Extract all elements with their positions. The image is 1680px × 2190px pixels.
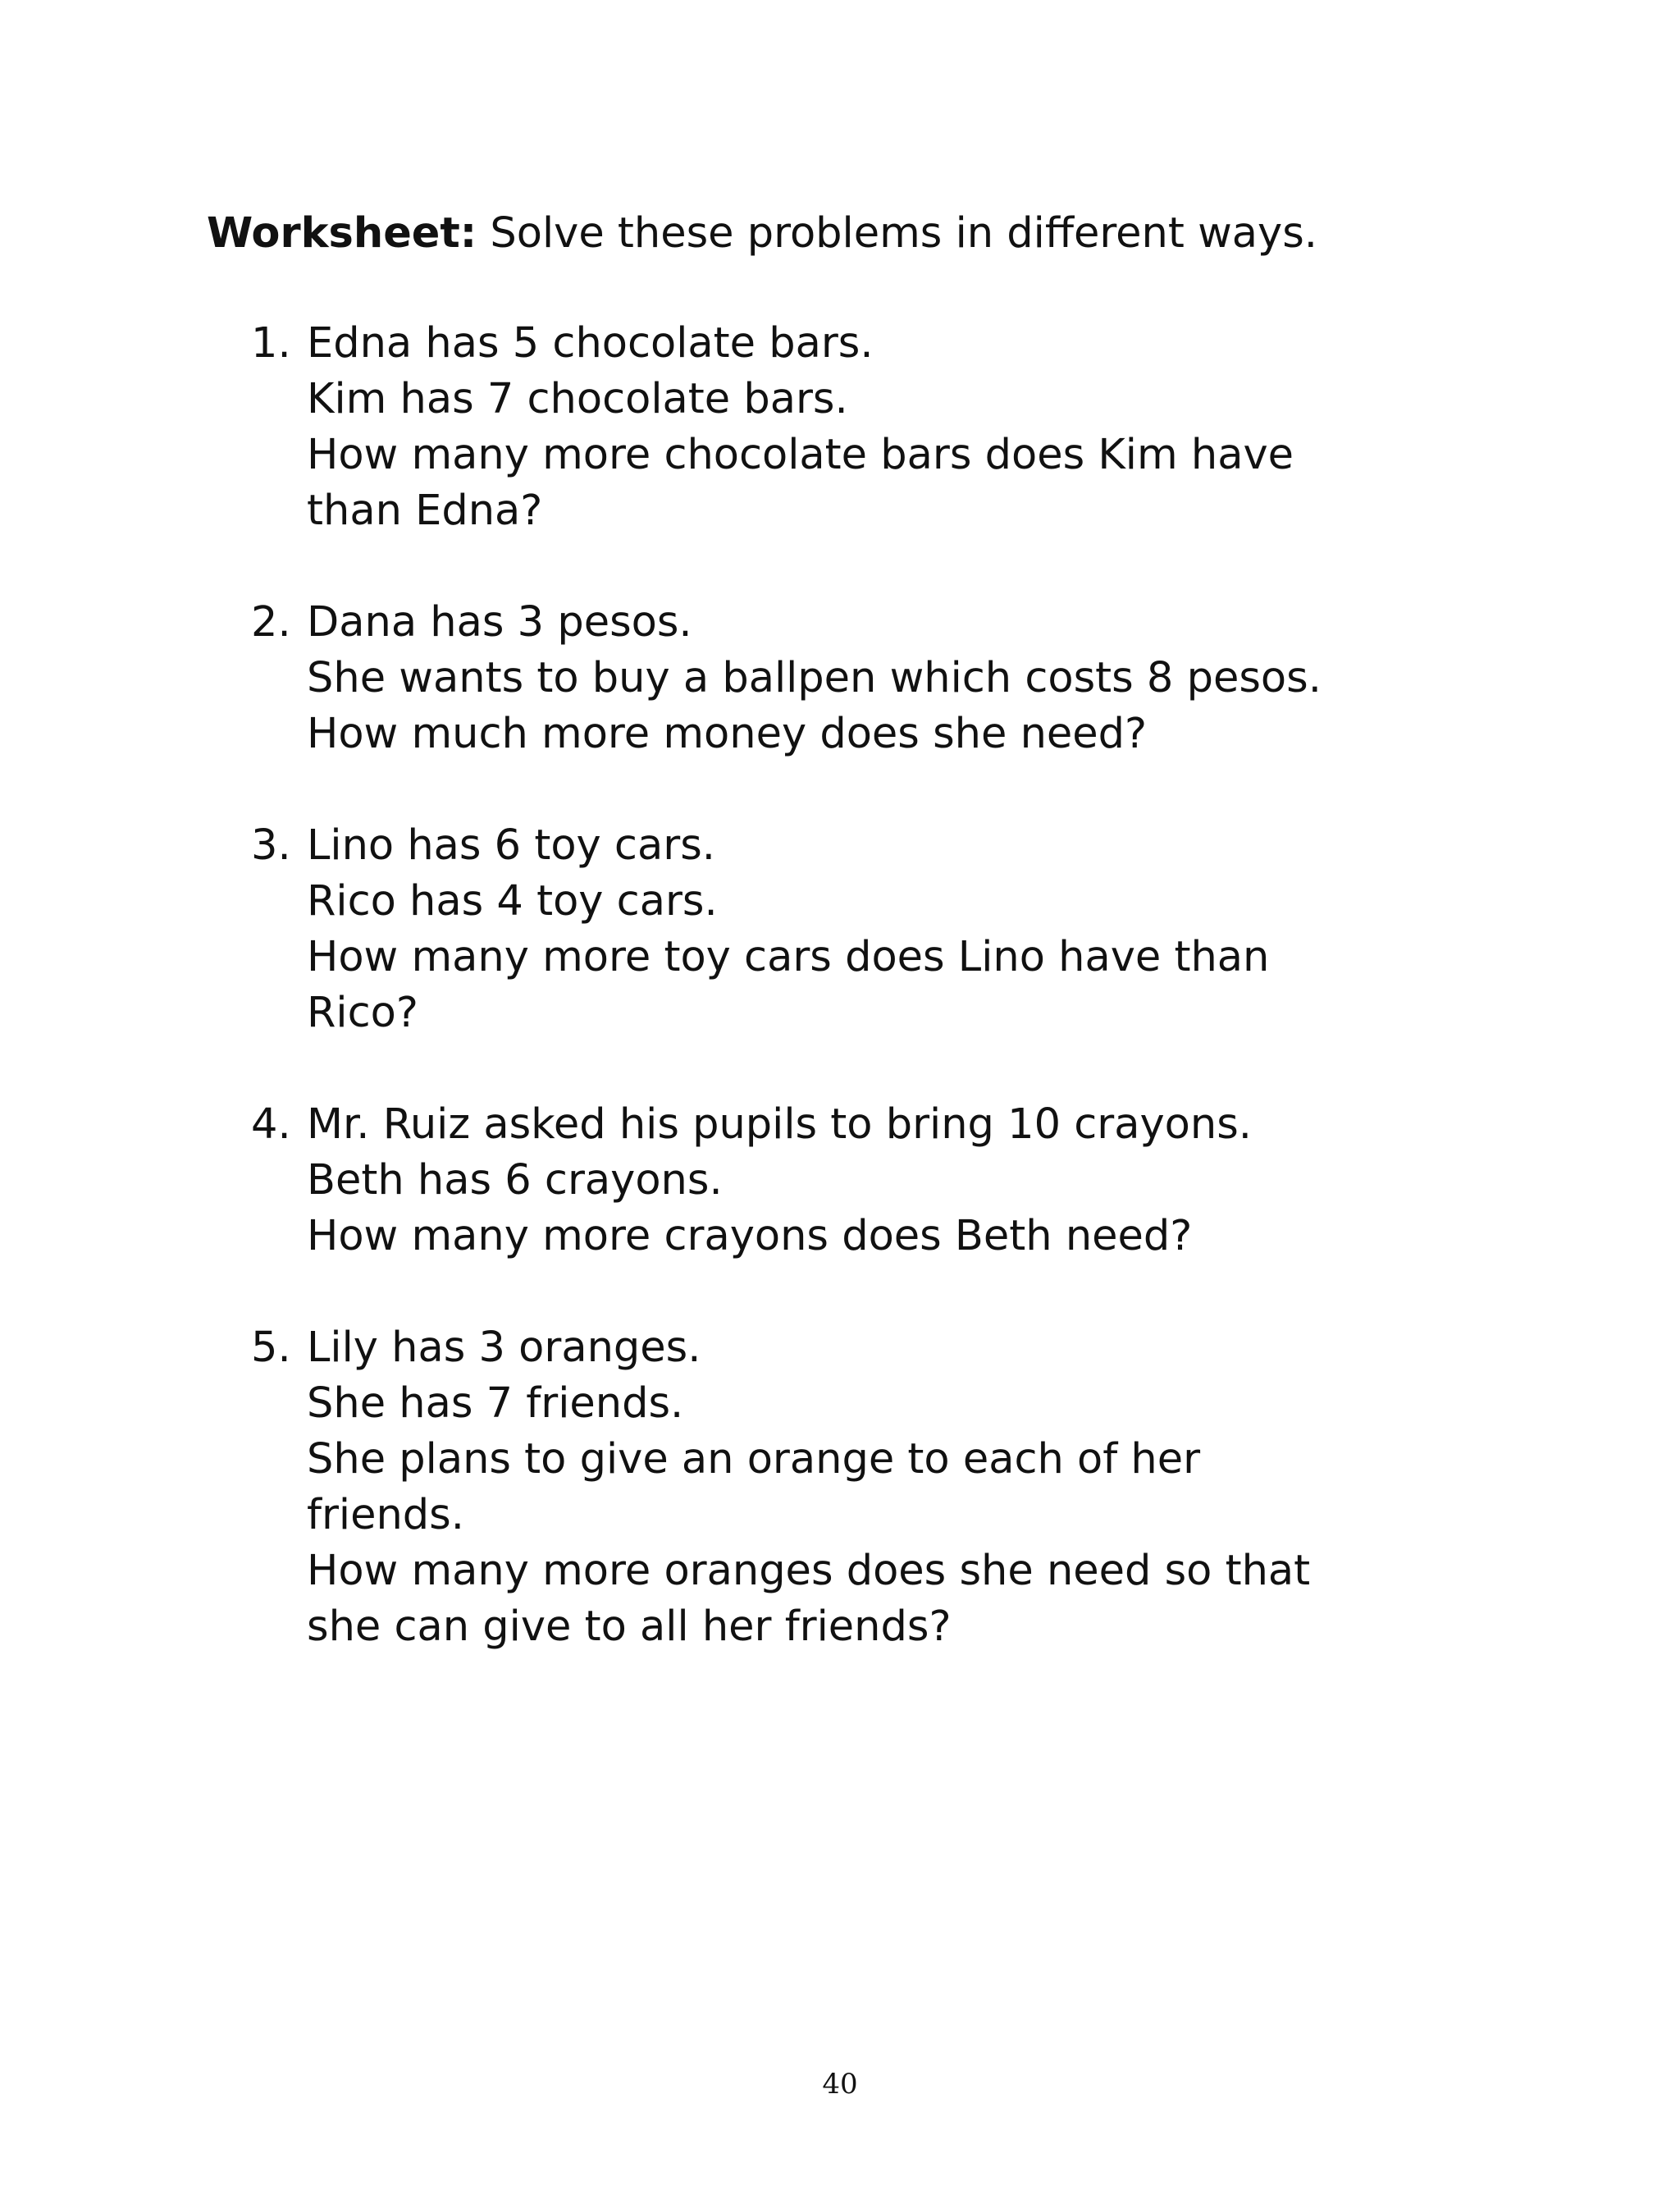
problem-line: She has 7 friends. (307, 1379, 684, 1428)
problem-list (251, 316, 1481, 1711)
problem-4 (251, 1097, 1481, 1264)
problem-line: Edna has 5 chocolate bars. (307, 319, 874, 368)
problem-line: Dana has 3 pesos. (307, 598, 692, 647)
page-number: 40 (822, 2068, 858, 2101)
problem-line: Beth has 6 crayons. (307, 1156, 723, 1205)
problem-number: 4. (251, 1100, 291, 1149)
heading-label: Worksheet: (207, 209, 477, 258)
problem-line: How many more chocolate bars does Kim have (307, 431, 1294, 479)
problem-3 (251, 818, 1481, 1041)
problem-1 (251, 316, 1481, 539)
problem-line: than Edna? (307, 487, 543, 535)
problem-number: 3. (251, 821, 291, 870)
problem-line: Lily has 3 oranges. (307, 1324, 701, 1372)
heading-instruction: Solve these problems in different ways. (490, 209, 1318, 258)
problem-number: 2. (251, 598, 291, 647)
problem-line: Kim has 7 chocolate bars. (307, 375, 848, 423)
problem-line: She plans to give an orange to each of her (307, 1435, 1201, 1484)
problem-line: How much more money does she need? (307, 710, 1148, 758)
problem-line: How many more crayons does Beth need? (307, 1212, 1193, 1260)
worksheet-heading (207, 205, 1317, 263)
problem-line: Rico has 4 toy cars. (307, 877, 718, 926)
problem-line: she can give to all her friends? (307, 1602, 952, 1651)
problem-line: Rico? (307, 989, 418, 1037)
problem-line: How many more toy cars does Lino have than (307, 933, 1270, 981)
problem-line: friends. (307, 1491, 464, 1539)
problem-line: Mr. Ruiz asked his pupils to bring 10 crayons. (307, 1100, 1252, 1149)
problem-line: How many more oranges does she need so that (307, 1547, 1311, 1595)
problem-2 (251, 595, 1481, 762)
problem-line: Lino has 6 toy cars. (307, 821, 715, 870)
problem-line: She wants to buy a ballpen which costs 8 pesos. (307, 654, 1322, 702)
problem-number: 1. (251, 319, 291, 368)
problem-number: 5. (251, 1324, 291, 1372)
problem-5 (251, 1320, 1481, 1655)
